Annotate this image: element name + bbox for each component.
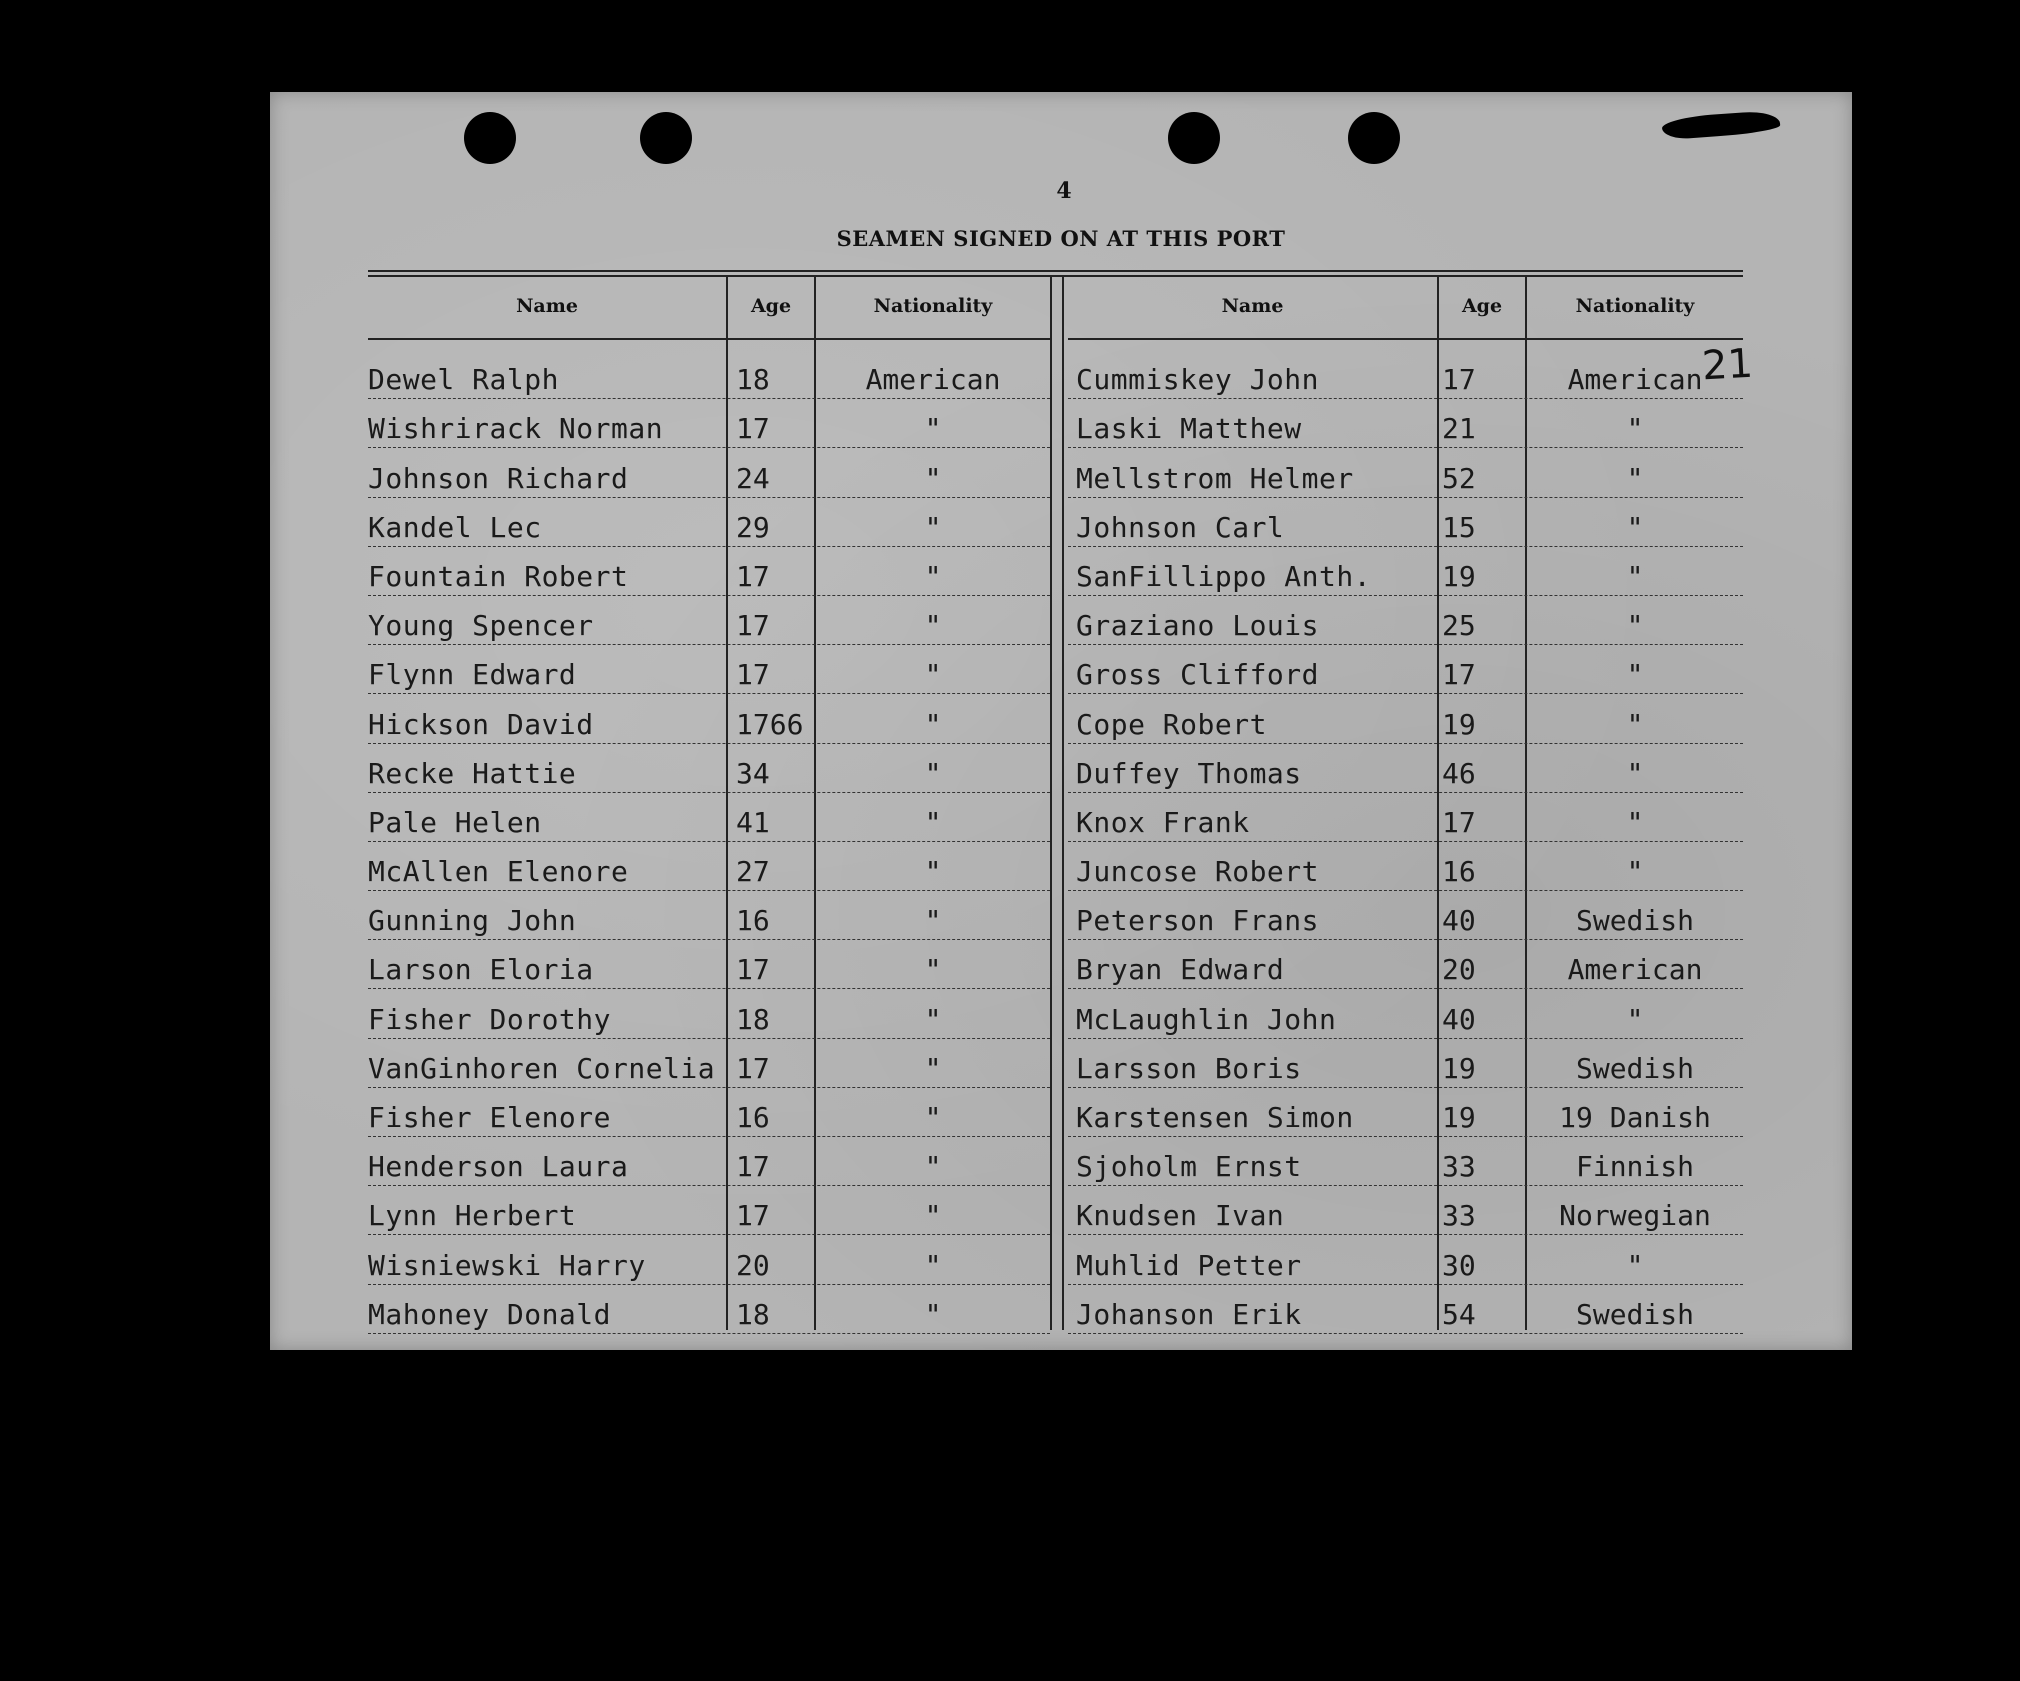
seaman-name: Kandel Lec: [368, 510, 542, 544]
seaman-name: Pale Helen: [368, 805, 542, 839]
seaman-age: 1766: [736, 707, 804, 741]
seaman-age: 17: [736, 609, 770, 643]
seaman-age: 41: [736, 805, 770, 839]
seaman-name: Fisher Dorothy: [368, 1002, 612, 1036]
table-row: [368, 940, 1050, 989]
seaman-age: 18: [736, 1297, 770, 1331]
table-row: [1068, 744, 1743, 793]
seaman-name: Fountain Robert: [368, 559, 629, 593]
seaman-nationality: ": [924, 559, 942, 593]
seaman-age: 27: [736, 855, 770, 889]
seaman-age: 24: [736, 461, 770, 495]
seaman-name: Johnson Richard: [368, 461, 629, 495]
table-row: [1068, 1235, 1743, 1284]
seaman-nationality: ": [924, 855, 942, 889]
seaman-name: Larson Eloria: [368, 953, 594, 987]
table-row: [368, 350, 1050, 399]
seaman-age: 17: [1442, 363, 1476, 397]
seaman-name: Wisniewski Harry: [368, 1248, 646, 1282]
seaman-age: 46: [1442, 756, 1476, 790]
table-row: [1068, 596, 1743, 645]
seaman-name: Mahoney Donald: [368, 1297, 612, 1331]
seaman-age: 20: [1442, 953, 1476, 987]
seaman-age: 17: [736, 953, 770, 987]
seaman-name: Bryan Edward: [1076, 953, 1285, 987]
seaman-age: 21: [1442, 412, 1476, 446]
table-row: [1068, 842, 1743, 891]
page-title: SEAMEN SIGNED ON AT THIS PORT: [836, 226, 1286, 251]
seaman-name: Knudsen Ivan: [1076, 1199, 1285, 1233]
age-header: Age: [750, 295, 792, 317]
table-row: [1068, 350, 1743, 399]
table-row: [368, 645, 1050, 694]
seaman-nationality: ": [1626, 609, 1644, 643]
table-row: [368, 1137, 1050, 1186]
table-row: [368, 1235, 1050, 1284]
seaman-nationality: ": [1626, 805, 1644, 839]
seaman-name: Wishrirack Norman: [368, 412, 664, 446]
seaman-nationality: ": [924, 658, 942, 692]
seaman-nationality: Finnish: [1575, 1150, 1694, 1184]
seaman-nationality: ": [1626, 461, 1644, 495]
seaman-age: 33: [1442, 1150, 1476, 1184]
table-row: [1068, 1039, 1743, 1088]
seaman-name: Knox Frank: [1076, 805, 1250, 839]
seaman-nationality: Norwegian: [1559, 1199, 1711, 1233]
seaman-age: 17: [736, 1199, 770, 1233]
seaman-nationality: ": [924, 1248, 942, 1282]
seaman-name: Flynn Edward: [368, 658, 577, 692]
age-header: Age: [1461, 295, 1503, 317]
table-row: [1068, 1088, 1743, 1137]
table-row: [1068, 399, 1743, 448]
table-row: [368, 448, 1050, 497]
seaman-nationality: ": [1626, 412, 1644, 446]
seaman-name: Henderson Laura: [368, 1150, 629, 1184]
seaman-name: SanFillippo Anth.: [1076, 559, 1372, 593]
seaman-age: 18: [736, 363, 770, 397]
seaman-age: 17: [736, 559, 770, 593]
seaman-age: 18: [736, 1002, 770, 1036]
seaman-age: 16: [1442, 855, 1476, 889]
table-row: [1068, 989, 1743, 1038]
nationality-header: Nationality: [1575, 295, 1695, 317]
table-row: [368, 1285, 1050, 1334]
seaman-age: 40: [1442, 1002, 1476, 1036]
seaman-nationality: ": [924, 1199, 942, 1233]
table-row: [1068, 793, 1743, 842]
seaman-age: 19: [1442, 1051, 1476, 1085]
seaman-nationality: ": [924, 510, 942, 544]
seaman-name: Karstensen Simon: [1076, 1101, 1354, 1134]
seaman-nationality: ": [1626, 1002, 1644, 1036]
seaman-name: Johanson Erik: [1076, 1297, 1302, 1331]
table-row: [368, 547, 1050, 596]
seaman-age: 40: [1442, 904, 1476, 938]
seaman-nationality: American: [1567, 363, 1703, 397]
seaman-name: Sjoholm Ernst: [1076, 1150, 1302, 1184]
seaman-name: Johnson Carl: [1076, 510, 1285, 544]
seaman-nationality: ": [1626, 658, 1644, 692]
table-row: [368, 694, 1050, 743]
seaman-name: VanGinhoren Cornelia: [368, 1051, 716, 1085]
seaman-age: 52: [1442, 461, 1476, 495]
table-row: [368, 744, 1050, 793]
table-row: [368, 842, 1050, 891]
nationality-header: Nationality: [873, 295, 993, 317]
seaman-name: Muhlid Petter: [1076, 1248, 1302, 1282]
seaman-age: 17: [736, 658, 770, 692]
seaman-name: Hickson David: [368, 707, 594, 741]
table-row: [1068, 645, 1743, 694]
table-row: [368, 596, 1050, 645]
seaman-age: 20: [736, 1248, 770, 1282]
seaman-nationality: Swedish: [1575, 1297, 1694, 1331]
table-row: [1068, 694, 1743, 743]
punch-hole: [640, 112, 692, 164]
header-rule: [368, 338, 1050, 340]
seaman-age: 54: [1442, 1297, 1476, 1331]
seaman-name: Cope Robert: [1076, 707, 1267, 741]
punch-hole: [1348, 112, 1400, 164]
table-row: [1068, 547, 1743, 596]
seaman-age: 19: [1442, 1101, 1476, 1134]
name-header: Name: [1221, 295, 1284, 317]
seaman-name: Gross Clifford: [1076, 658, 1320, 692]
seaman-age: 33: [1442, 1199, 1476, 1233]
seaman-age: 17: [1442, 805, 1476, 839]
punch-hole: [1168, 112, 1220, 164]
seaman-name: McAllen Elenore: [368, 855, 629, 889]
seaman-nationality: ": [924, 1297, 942, 1331]
seaman-nationality: ": [1626, 1248, 1644, 1282]
seaman-nationality: ": [924, 1150, 942, 1184]
seaman-nationality: ": [924, 707, 942, 741]
seaman-nationality: ": [924, 904, 942, 938]
seaman-age: 17: [736, 1051, 770, 1085]
seaman-name: Duffey Thomas: [1076, 756, 1302, 790]
seaman-age: 29: [736, 510, 770, 544]
seaman-nationality: ": [1626, 559, 1644, 593]
table-row: [368, 1088, 1050, 1137]
seaman-name: Gunning John: [368, 904, 577, 938]
seaman-nationality: ": [1626, 707, 1644, 741]
handwritten-count: 21: [1700, 340, 1755, 390]
seaman-name: Recke Hattie: [368, 756, 577, 790]
left-table: [368, 270, 1050, 1330]
seaman-name: McLaughlin John: [1076, 1002, 1337, 1036]
left-rows: [368, 350, 1050, 1334]
right-rows: [1068, 350, 1743, 1334]
seaman-nationality: Swedish: [1575, 1051, 1694, 1085]
page-number: 4: [1056, 178, 1072, 204]
table-row: [368, 498, 1050, 547]
seaman-age: 30: [1442, 1248, 1476, 1282]
seaman-name: Young Spencer: [368, 609, 594, 643]
table-row: [1068, 891, 1743, 940]
seaman-age: 15: [1442, 510, 1476, 544]
seaman-age: 17: [736, 412, 770, 446]
seaman-nationality: ": [924, 609, 942, 643]
seaman-age: 17: [736, 1150, 770, 1184]
table-row: [368, 989, 1050, 1038]
table-row: [1068, 498, 1743, 547]
seaman-age: 16: [736, 1101, 770, 1134]
table-row: [1068, 1285, 1743, 1334]
seaman-age: 19: [1442, 559, 1476, 593]
seaman-name: Peterson Frans: [1076, 904, 1320, 938]
seaman-nationality: ": [924, 1002, 942, 1036]
table-row: [1068, 1186, 1743, 1235]
seaman-nationality: ": [924, 953, 942, 987]
right-table: [1068, 270, 1743, 1330]
seaman-nationality: ": [1626, 756, 1644, 790]
seaman-nationality: ": [924, 805, 942, 839]
punch-hole: [464, 112, 516, 164]
seaman-nationality: ": [1626, 510, 1644, 544]
crew-list-form: [368, 270, 1743, 1330]
seaman-name: Juncose Robert: [1076, 855, 1320, 889]
seaman-name: Mellstrom Helmer: [1076, 461, 1354, 495]
seaman-age: 17: [1442, 658, 1476, 692]
seaman-age: 34: [736, 756, 770, 790]
name-header: Name: [516, 295, 578, 317]
seaman-name: Dewel Ralph: [368, 363, 559, 397]
seaman-name: Lynn Herbert: [368, 1199, 577, 1233]
seaman-age: 25: [1442, 609, 1476, 643]
torn-corner: [1661, 110, 1780, 140]
seaman-name: Larsson Boris: [1076, 1051, 1302, 1085]
seaman-age: 16: [736, 904, 770, 938]
table-row: [1068, 940, 1743, 989]
seaman-nationality: ": [924, 1051, 942, 1085]
seaman-nationality: American: [1567, 953, 1703, 987]
table-row: [368, 793, 1050, 842]
seaman-name: Fisher Elenore: [368, 1101, 612, 1134]
seaman-nationality: Swedish: [1575, 904, 1694, 938]
table-row: [368, 399, 1050, 448]
table-row: [368, 891, 1050, 940]
seaman-name: Graziano Louis: [1076, 609, 1320, 643]
center-double-rule: [1050, 276, 1064, 1330]
seaman-nationality: ": [924, 461, 942, 495]
table-row: [1068, 448, 1743, 497]
seaman-age: 19: [1442, 707, 1476, 741]
table-row: [1068, 1137, 1743, 1186]
seaman-nationality: ": [1626, 855, 1644, 889]
table-row: [368, 1186, 1050, 1235]
table-row: [368, 1039, 1050, 1088]
seaman-nationality: ": [924, 756, 942, 790]
seaman-nationality: ": [924, 1101, 942, 1134]
seaman-nationality: American: [865, 363, 1001, 397]
seaman-name: Laski Matthew: [1076, 412, 1302, 446]
header-rule: [1068, 338, 1743, 340]
seaman-nationality: ": [924, 412, 942, 446]
seaman-nationality: 19 Danish: [1559, 1101, 1711, 1134]
seaman-name: Cummiskey John: [1076, 363, 1320, 397]
paper-sheet: [270, 92, 1852, 1350]
